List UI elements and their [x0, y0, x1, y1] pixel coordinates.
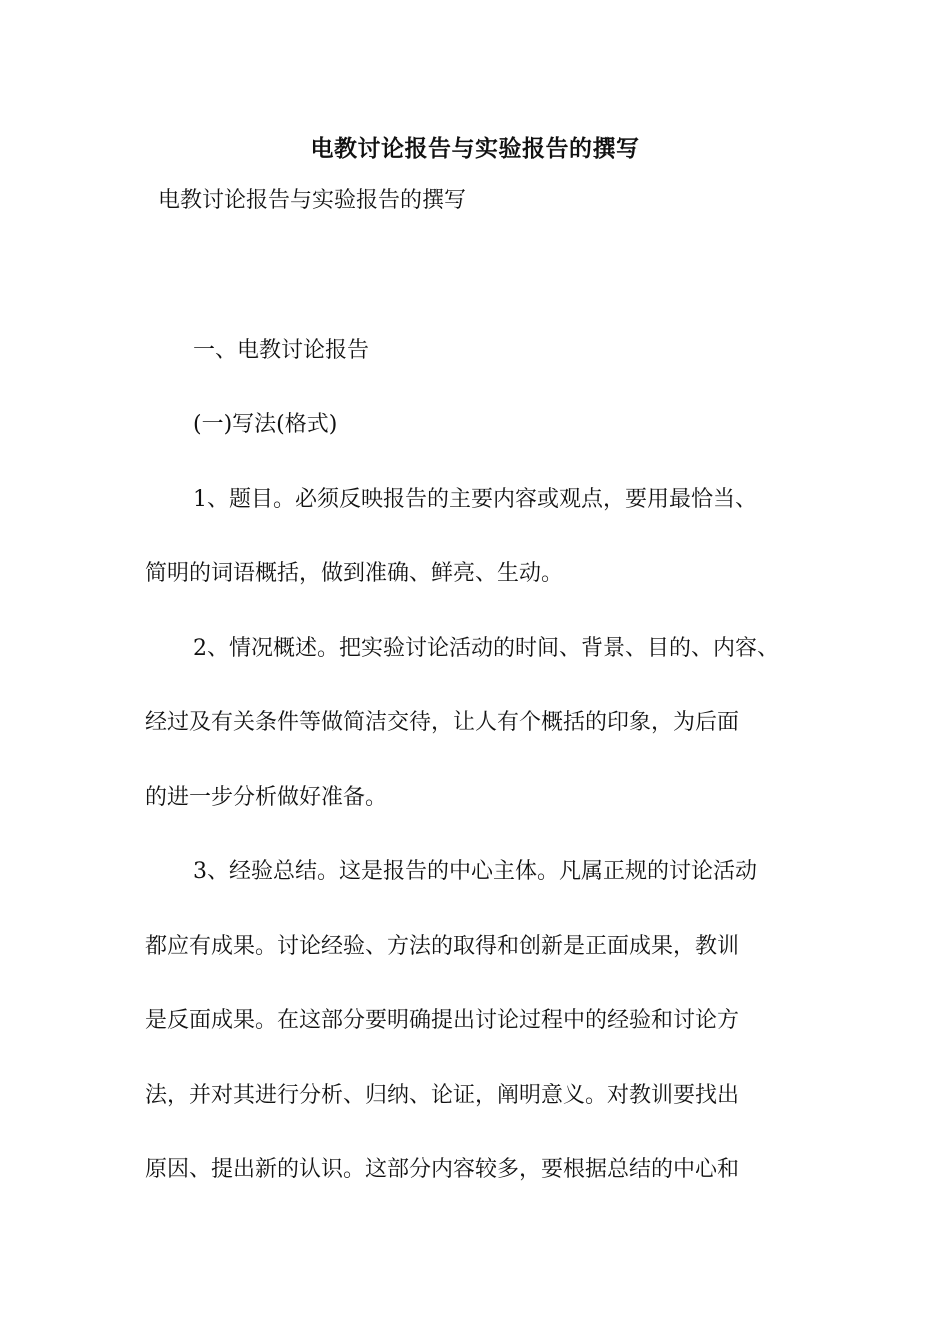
section-heading: 一、电教讨论报告 [193, 338, 370, 363]
subsection-heading: (一)写法(格式) [193, 412, 338, 437]
paragraph-line: 是反面成果。在这部分要明确提出讨论过程中的经验和讨论方 [145, 1008, 740, 1033]
paragraph-line: 1、题目。必须反映报告的主要内容或观点，要用最恰当、 [193, 487, 757, 512]
document-title: 电教讨论报告与实验报告的撰写 [310, 135, 640, 162]
paragraph-line: 法，并对其进行分析、归纳、论证，阐明意义。对教训要找出 [145, 1083, 740, 1108]
paragraph-line: 的进一步分析做好准备。 [145, 785, 388, 810]
paragraph-line: 3、经验总结。这是报告的中心主体。凡属正规的讨论活动 [193, 859, 757, 884]
paragraph-line: 简明的词语概括，做到准确、鲜亮、生动。 [145, 561, 564, 586]
document-subtitle: 电教讨论报告与实验报告的撰写 [158, 188, 467, 213]
paragraph-line: 2、情况概述。把实验讨论活动的时间、背景、目的、内容、 [193, 636, 779, 661]
paragraph-line: 原因、提出新的认识。这部分内容较多，要根据总结的中心和 [145, 1157, 740, 1182]
paragraph-line: 经过及有关条件等做简洁交待，让人有个概括的印象，为后面 [145, 710, 740, 735]
paragraph-line: 都应有成果。讨论经验、方法的取得和创新是正面成果，教训 [145, 934, 740, 959]
